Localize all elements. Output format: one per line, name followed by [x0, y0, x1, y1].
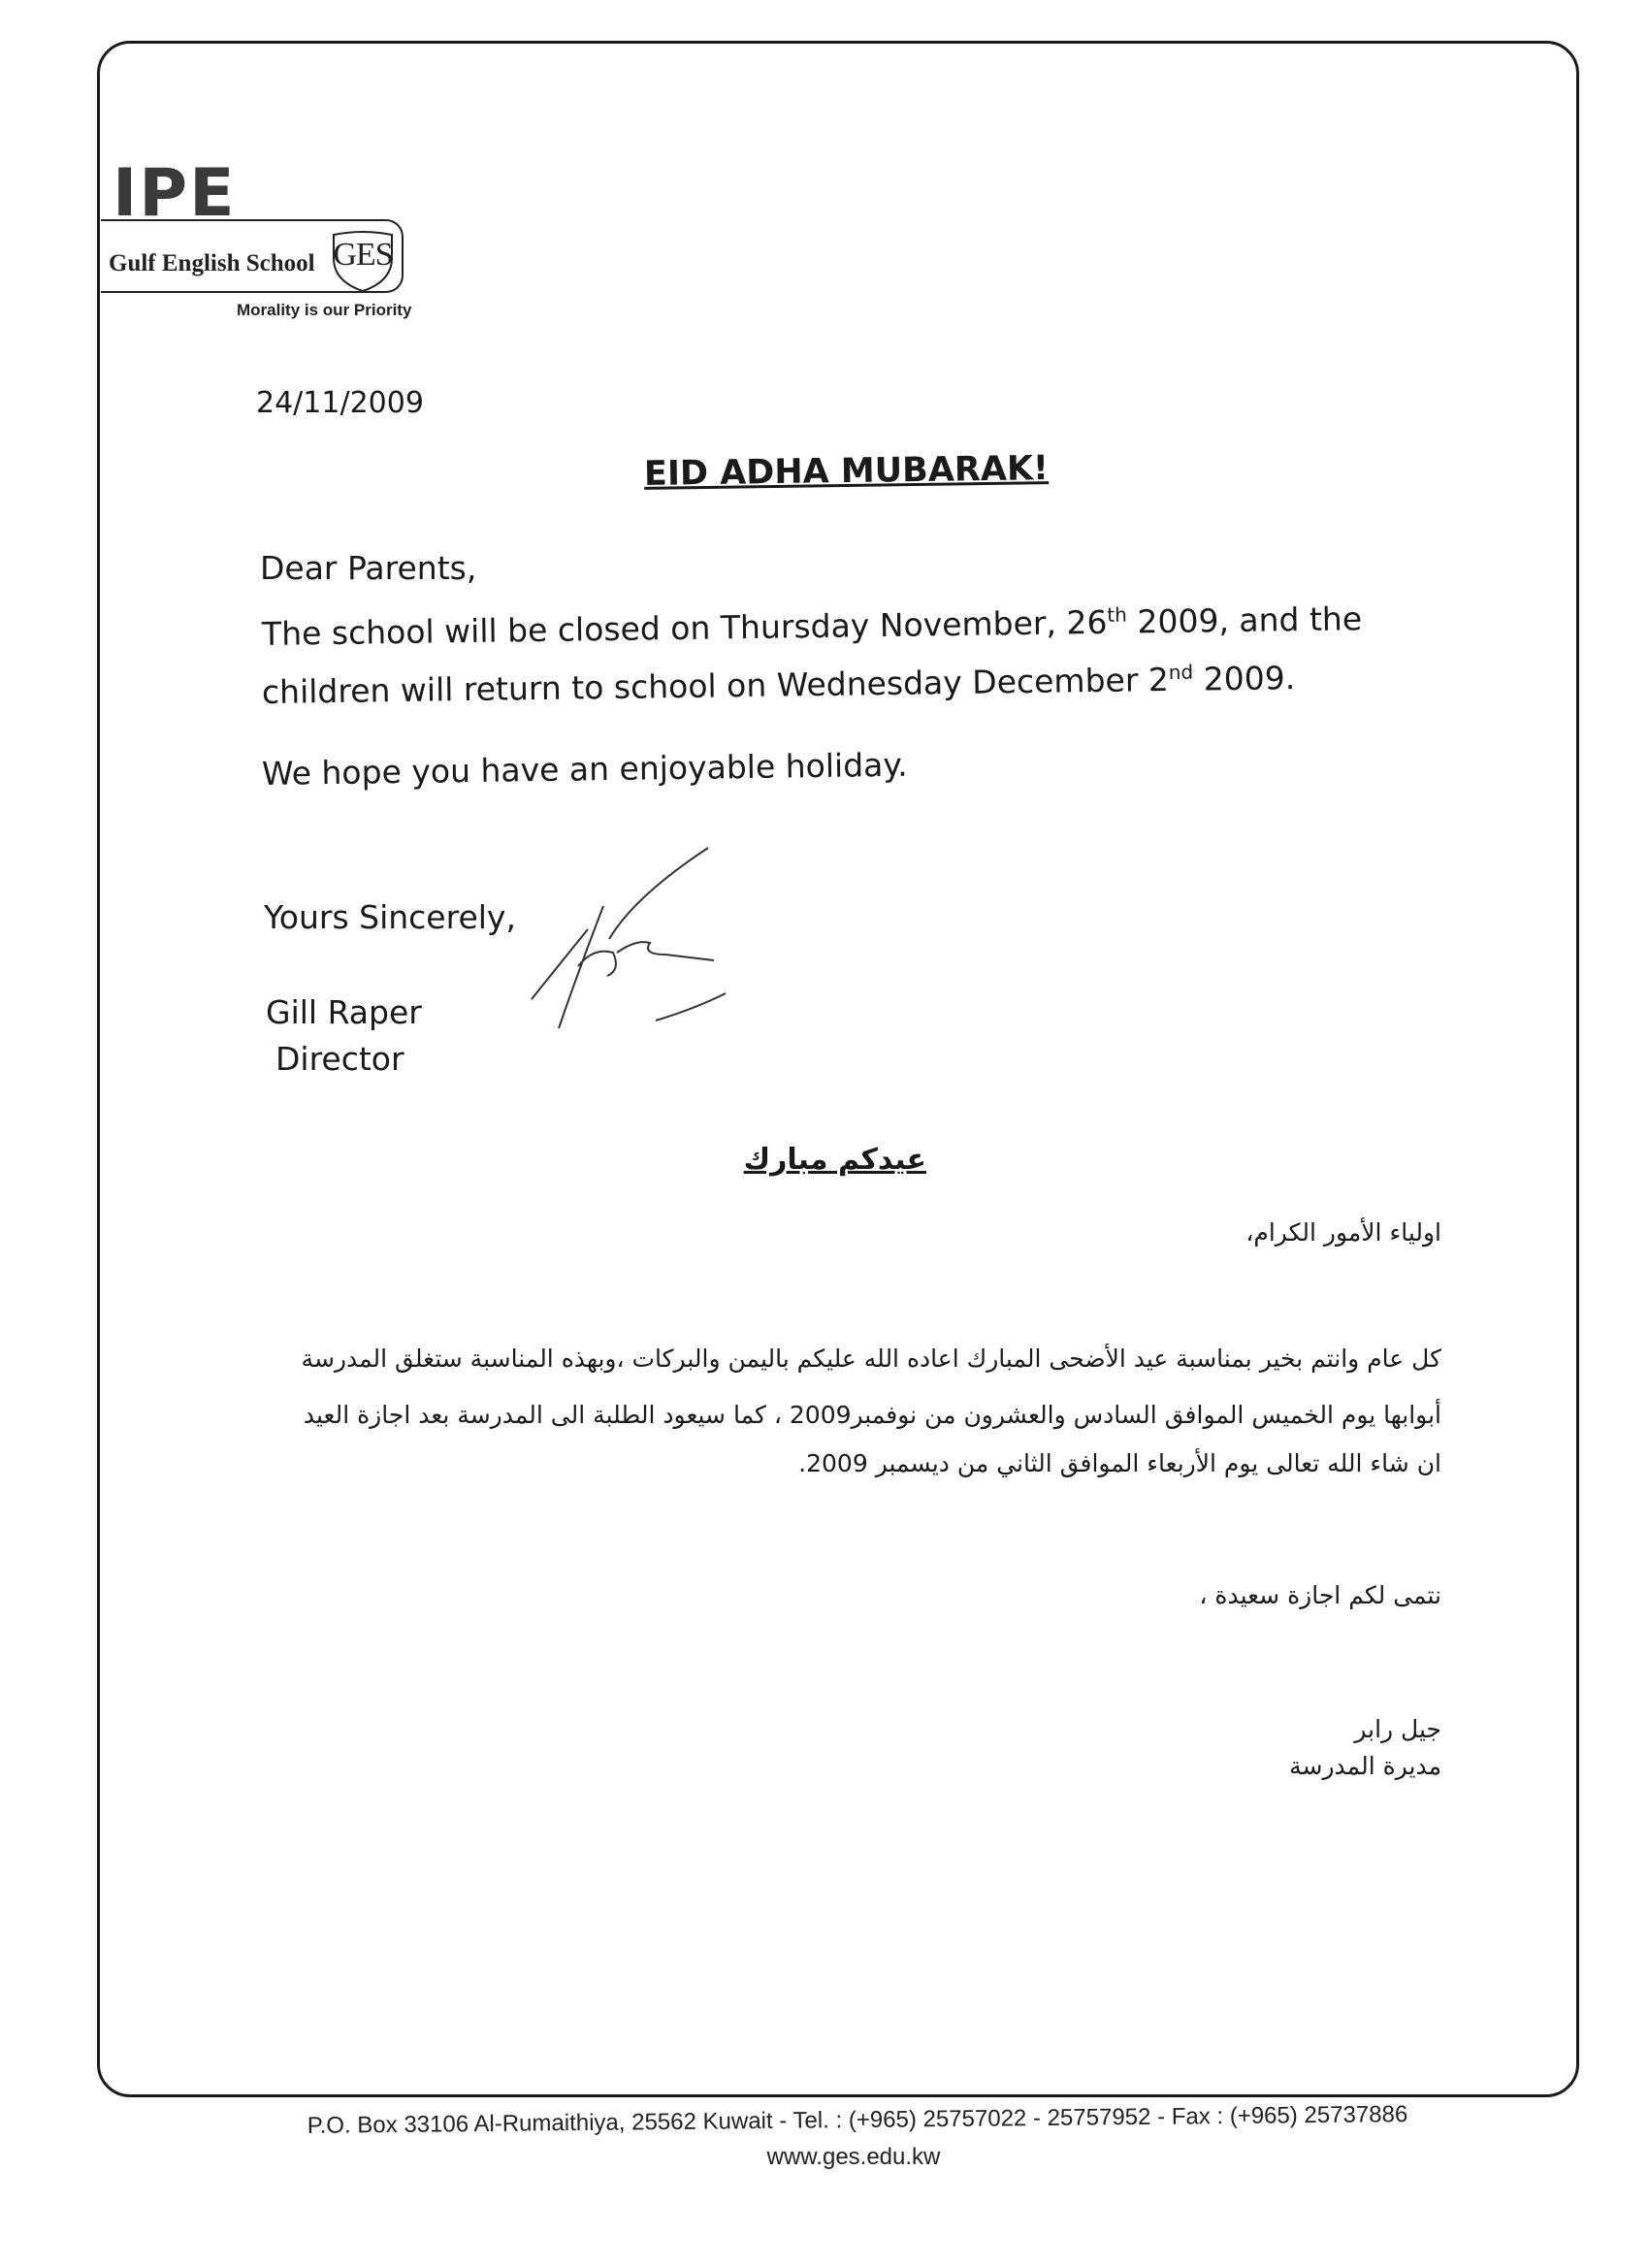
school-crest-icon [328, 229, 398, 293]
crest-letters: GES [333, 237, 393, 273]
signatory-name: Gill Raper [266, 993, 422, 1031]
footer-website: www.ges.edu.kw [766, 2144, 941, 2170]
signatory-title: Director [275, 1040, 404, 1078]
arabic-wish: نتمى لكم اجازة سعيدة ، [1199, 1581, 1441, 1609]
school-name: Gulf English School [109, 250, 315, 276]
letter-date: 24/11/2009 [256, 386, 424, 420]
paragraph-2: We hope you have an enjoyable holiday. [261, 745, 908, 793]
letter-heading: EID ADHA MUBARAK! [643, 449, 1050, 494]
ipe-logo: IPE [113, 155, 237, 232]
arabic-signatory-name: جيل رابر [1354, 1715, 1441, 1743]
arabic-heading: عيدكم مبارك [743, 1143, 926, 1177]
paragraph-1-line-2: children will return to school on Wednesday December 2nd 2009. [261, 659, 1296, 711]
arabic-line-3: ان شاء الله تعالى يوم الأربعاء الموافق الثاني من ديسمبر 2009. [798, 1449, 1441, 1477]
school-motto: Morality is our Priority [237, 301, 412, 319]
arabic-line-2: أبوابها يوم الخميس الموافق السادس والعشرون من نوفمبر2009 ، كما سيعود الطلبة الى المدرسة بعد اجازة العيد [303, 1401, 1441, 1429]
paragraph-1-line-1: The school will be closed on Thursday November, 26th 2009, and the [261, 599, 1363, 653]
closing: Yours Sincerely, [264, 898, 516, 936]
arabic-salutation: اولياء الأمور الكرام، [1245, 1218, 1441, 1247]
arabic-line-1: كل عام وانتم بخير بمناسبة عيد الأضحى المبارك اعاده الله عليكم باليمن والبركات ،وبهذه المناسبة ستغلق المدرسة [301, 1345, 1441, 1373]
footer-address: P.O. Box 33106 Al-Rumaithiya, 25562 Kuwait - Tel. : (+965) 25757022 - 25757952 - Fax : (+965) 25737886 [307, 2101, 1408, 2139]
signature-icon [520, 846, 753, 1040]
arabic-signatory-title: مديرة المدرسة [1289, 1752, 1441, 1780]
salutation: Dear Parents, [260, 549, 477, 587]
